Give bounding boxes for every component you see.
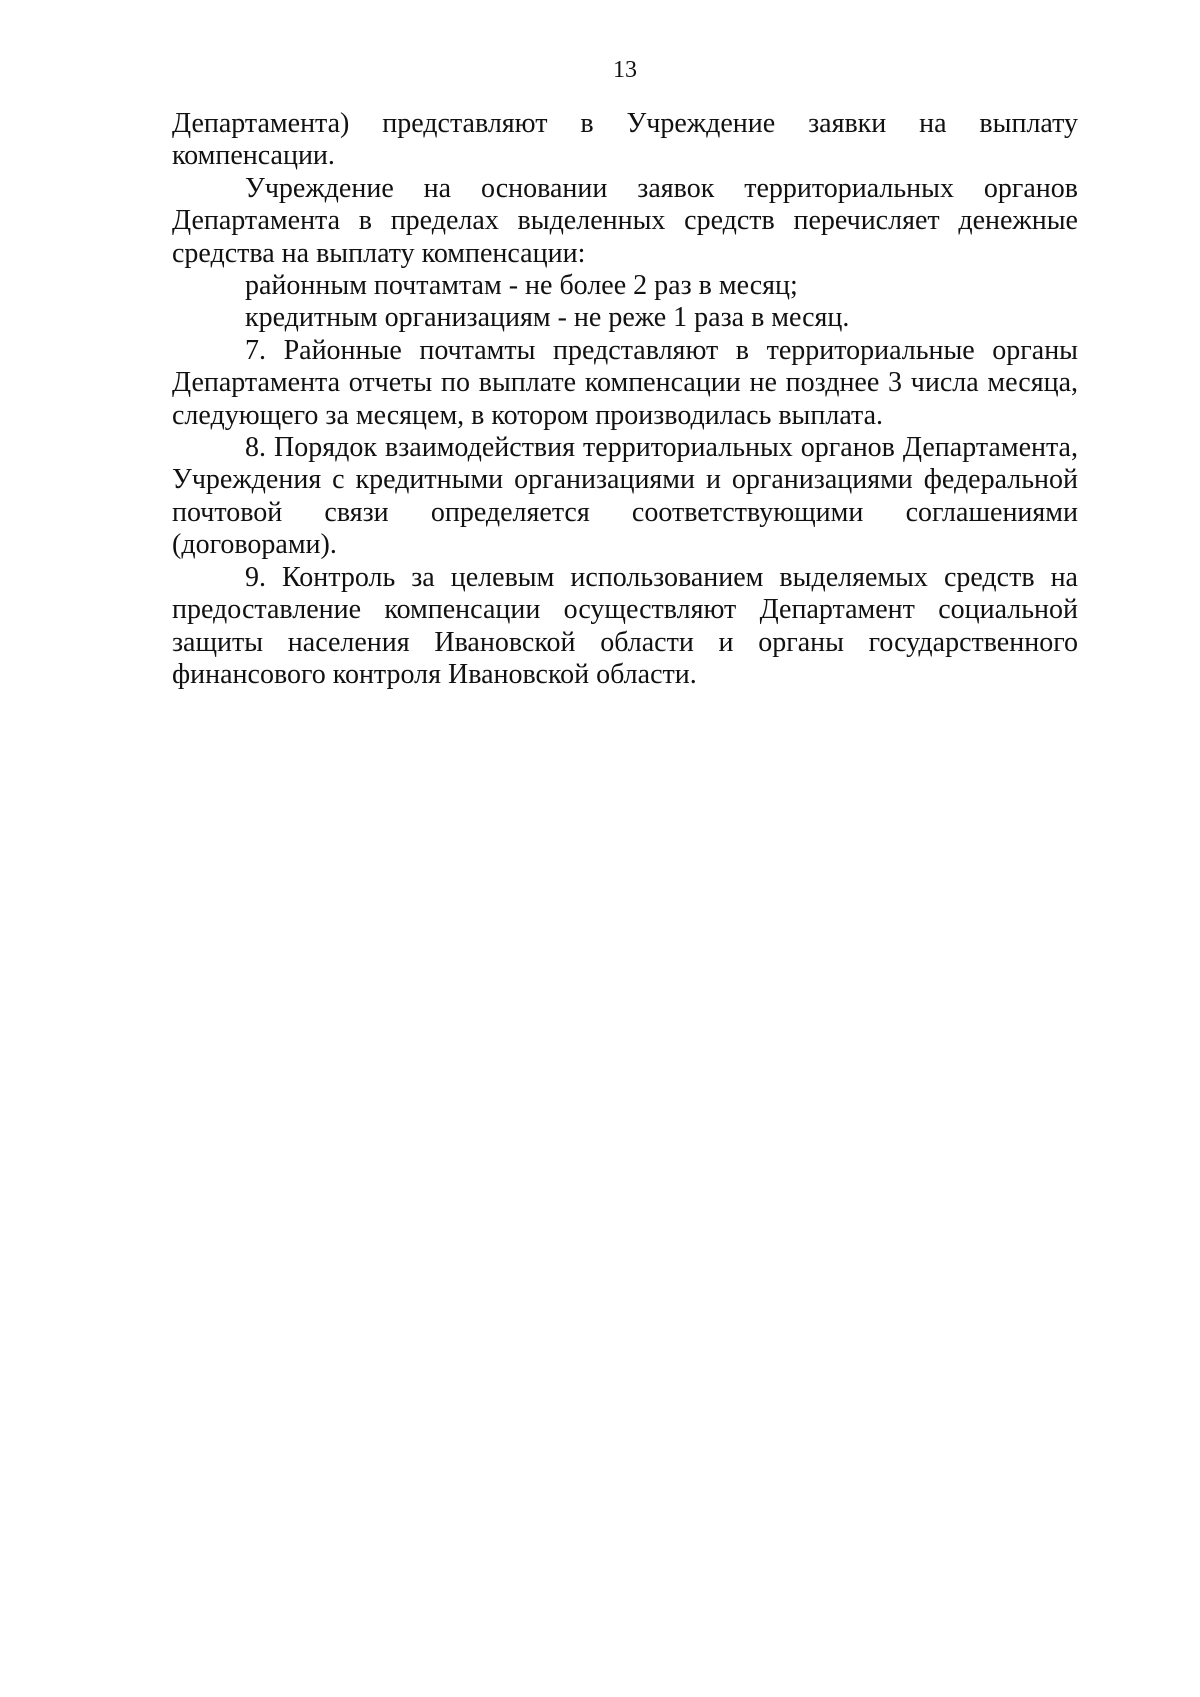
paragraph-continuation: Департамента) представляют в Учреждение заявки на выплату компенсации. <box>172 108 1078 172</box>
paragraph-item-9: 9. Контроль за целевым использованием выделяемых средств на предоставление компенсации осуществляют Департамент социальной защиты населения Ивановской области и органы государственного финансового контроля Ивановской области. <box>172 561 1078 690</box>
paragraph-funding-transfer: Учреждение на основании заявок территориальных органов Департамента в пределах выделенных средств перечисляет денежные средства на выплату компенсации: <box>172 172 1078 269</box>
list-item-credit-organizations: кредитным организациям - не реже 1 раза в месяц. <box>245 302 850 334</box>
list-item-post-offices: районным почтамтам - не более 2 раз в месяц; <box>245 270 798 302</box>
paragraph-item-7: 7. Районные почтамты представляют в территориальные органы Департамента отчеты по выплате компенсации не позднее 3 числа месяца, следующего за месяцем, в котором производилась выплата. <box>172 334 1078 431</box>
document-body <box>172 108 1078 691</box>
page-number: 13 <box>613 57 637 83</box>
paragraph-item-8: 8. Порядок взаимодействия территориальных органов Департамента, Учреждения с кредитными организациями и организациями федеральной почтовой связи определяется соответствующими соглашениями (договорами). <box>172 432 1078 561</box>
